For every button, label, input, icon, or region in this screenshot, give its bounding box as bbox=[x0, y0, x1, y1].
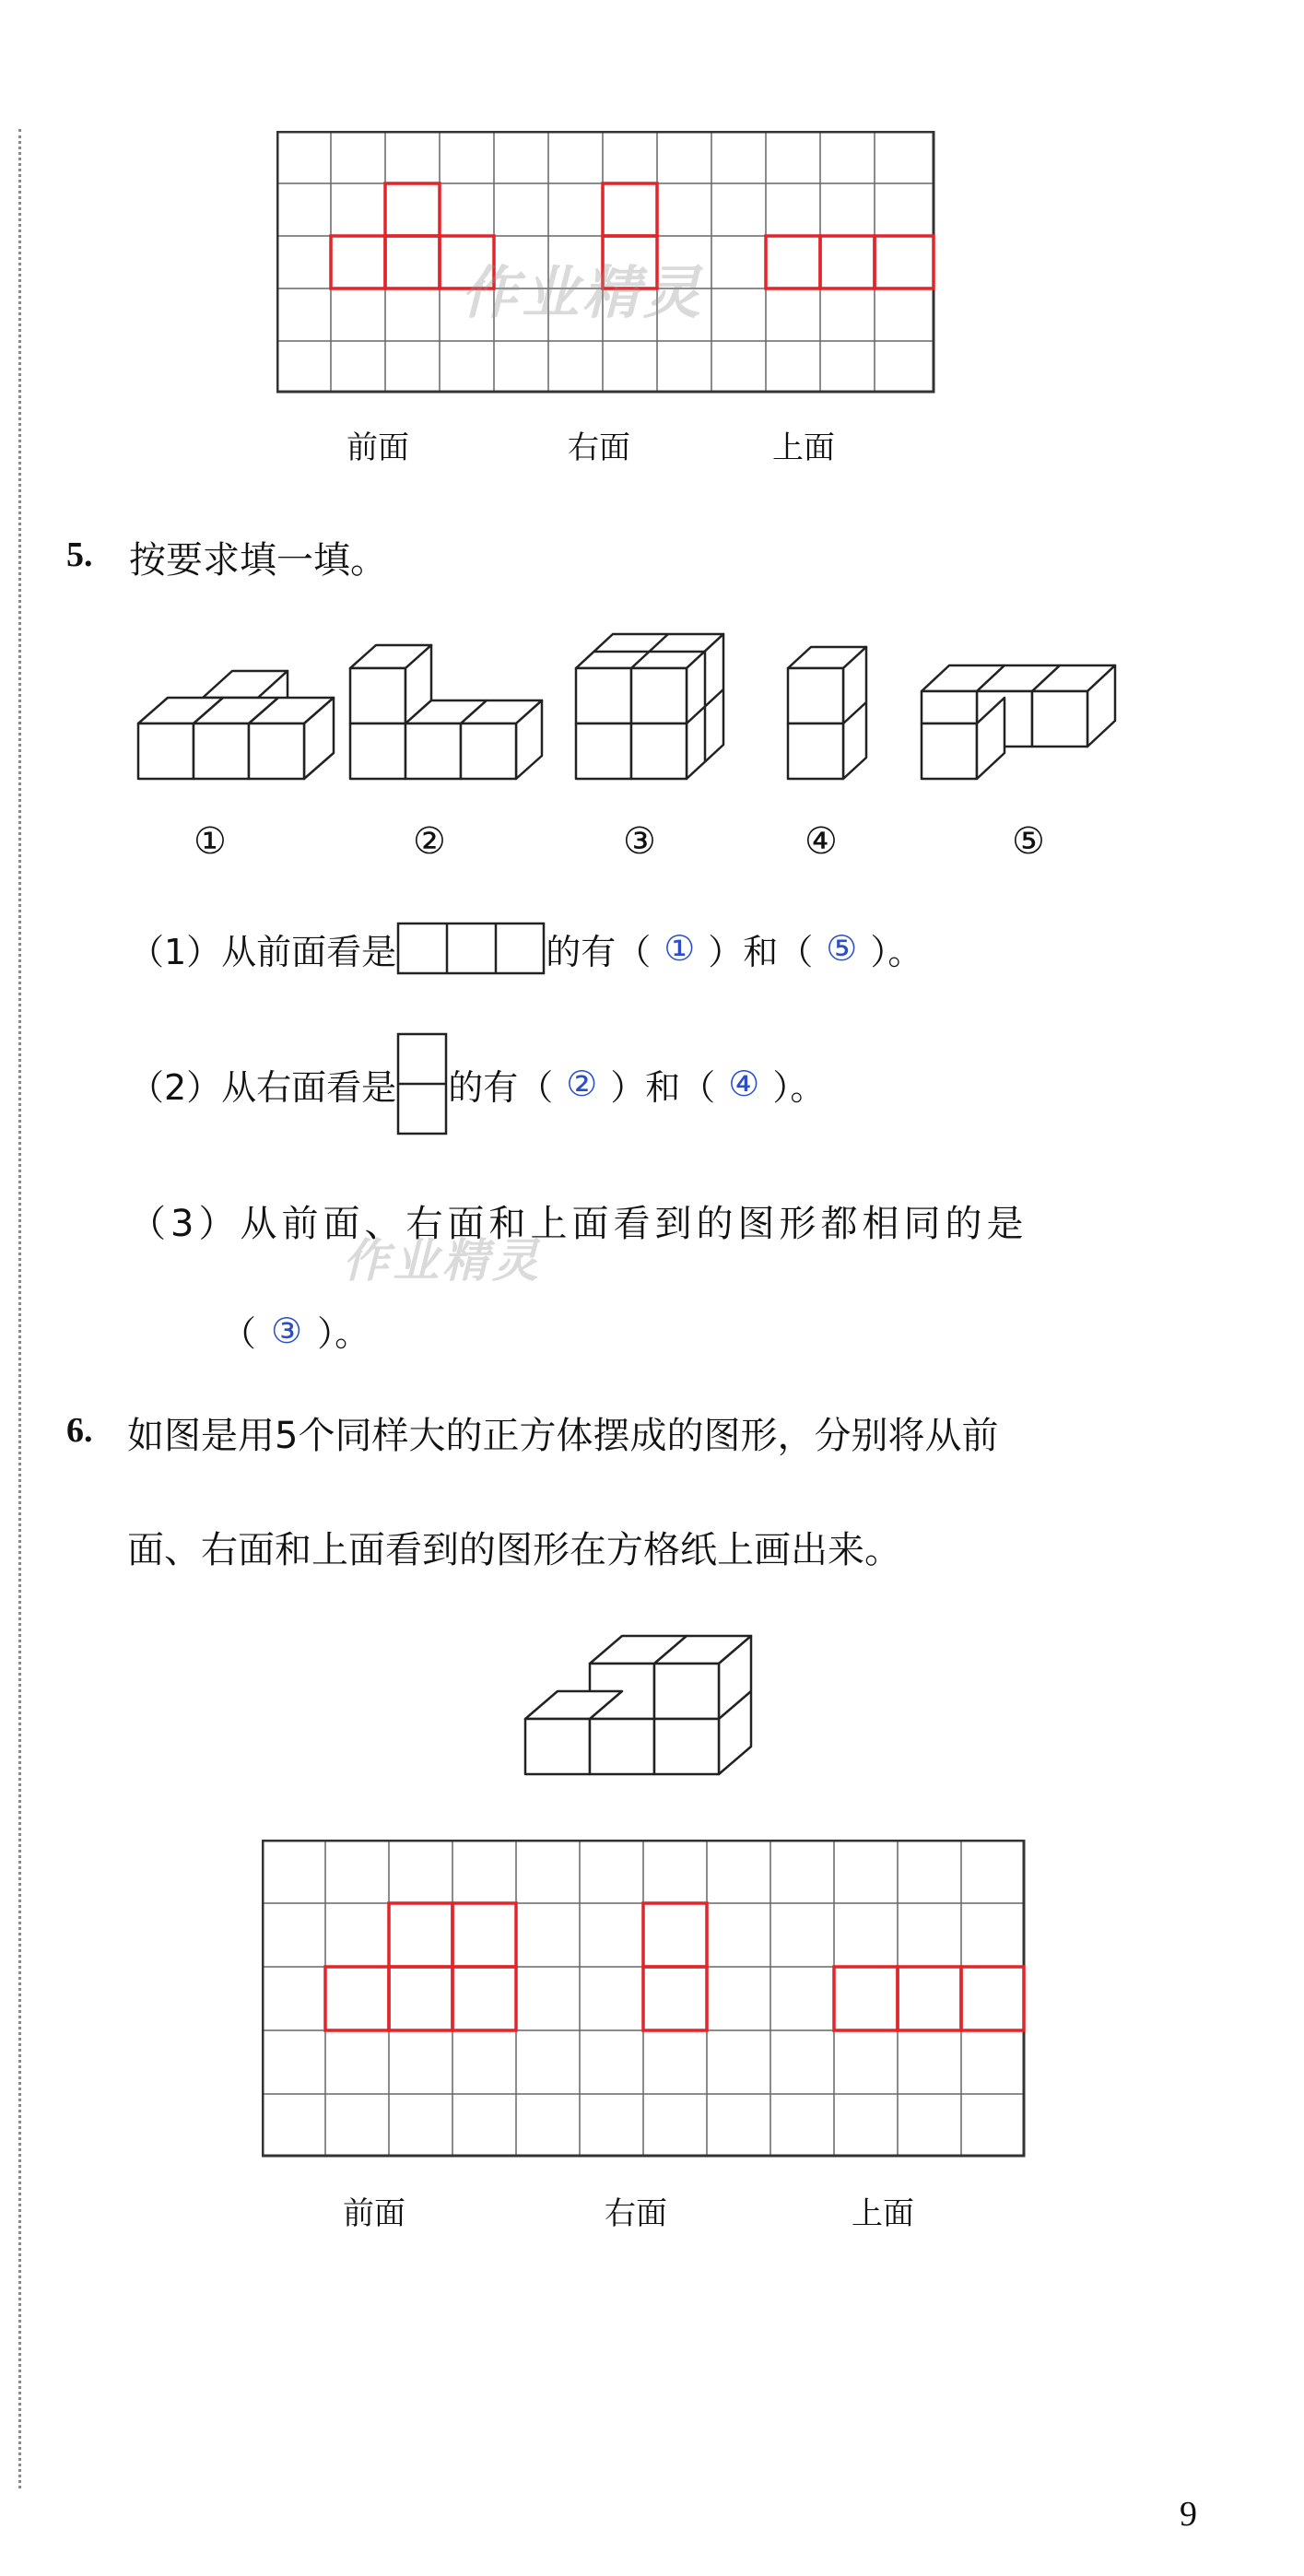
q5-prompt: 按要求填一填。 bbox=[129, 539, 387, 582]
q5-number: 5. bbox=[66, 535, 93, 574]
shape-label-1: ① bbox=[194, 820, 227, 863]
q5-sub1-answer-1: ① bbox=[664, 928, 696, 969]
top-label-right: 右面 bbox=[568, 429, 630, 466]
q5-sub1 bbox=[129, 922, 922, 975]
q5-sub2 bbox=[129, 1032, 825, 1135]
three-squares-figure bbox=[396, 922, 546, 975]
top-label-top: 上面 bbox=[772, 429, 835, 466]
stacked-squares-figure bbox=[396, 1032, 448, 1135]
cube-figure-1 bbox=[138, 671, 334, 779]
q5-sub2-end: ）。 bbox=[772, 1066, 826, 1108]
q5-sub1-join: ）和（ bbox=[708, 931, 814, 972]
q5-sub2-answer-1: ② bbox=[566, 1064, 598, 1104]
watermark: 作业精灵 bbox=[461, 259, 705, 326]
page-number: 9 bbox=[1180, 2495, 1197, 2534]
q6-label-right: 右面 bbox=[605, 2195, 667, 2232]
q5-cube-figures bbox=[120, 627, 1161, 811]
shape-label-3: ③ bbox=[623, 820, 656, 863]
q5-sub1-answer-2: ⑤ bbox=[826, 928, 858, 969]
q5-sub2-mid: 的有（ bbox=[448, 1066, 554, 1108]
q5-sub3-line2 bbox=[221, 1305, 370, 1356]
cube-figure-5 bbox=[922, 665, 1115, 779]
q6-line1: 如图是用5个同样大的正方体摆成的图形，分别将从前 bbox=[127, 1415, 999, 1457]
shape-label-2: ② bbox=[413, 820, 446, 863]
q5-sub1-mid: 的有（ bbox=[546, 931, 652, 972]
q6-cube-figure bbox=[516, 1617, 756, 1788]
watermark-2: 作业精灵 bbox=[343, 1234, 542, 1288]
shape-label-4: ④ bbox=[805, 820, 838, 863]
q5-sub2-answer-2: ④ bbox=[728, 1064, 760, 1104]
q5-sub3-answer: ③ bbox=[271, 1310, 303, 1351]
q6-answer-grid bbox=[262, 1840, 1027, 2158]
q5-sub2-prefix: （2）从右面看是 bbox=[129, 1066, 397, 1108]
cube-figure-4 bbox=[788, 647, 866, 779]
q5-sub3-end: ）。 bbox=[317, 1313, 370, 1354]
q5-sub3-line1 bbox=[129, 1194, 1028, 1247]
cube-figure-2 bbox=[350, 645, 542, 779]
q5-sub1-prefix: （1）从前面看是 bbox=[129, 931, 397, 972]
top-label-front: 前面 bbox=[347, 429, 409, 466]
q6-label-front: 前面 bbox=[343, 2195, 405, 2232]
q5-sub3-open: （ bbox=[221, 1313, 257, 1354]
cube-figure-3 bbox=[576, 634, 723, 779]
q6-label-top: 上面 bbox=[852, 2195, 914, 2232]
binding-dotted-line bbox=[18, 129, 21, 2488]
q5-sub1-end: ）。 bbox=[870, 931, 923, 972]
q5-sub2-join: ）和（ bbox=[610, 1066, 716, 1108]
q6-number: 6. bbox=[66, 1411, 93, 1450]
shape-label-5: ⑤ bbox=[1012, 820, 1045, 863]
q6-line2: 面、右面和上面看到的图形在方格纸上画出来。 bbox=[127, 1529, 901, 1571]
q5-sub3-text: （3）从前面、右面和上面看到的图形都相同的是 bbox=[129, 1203, 1028, 1245]
